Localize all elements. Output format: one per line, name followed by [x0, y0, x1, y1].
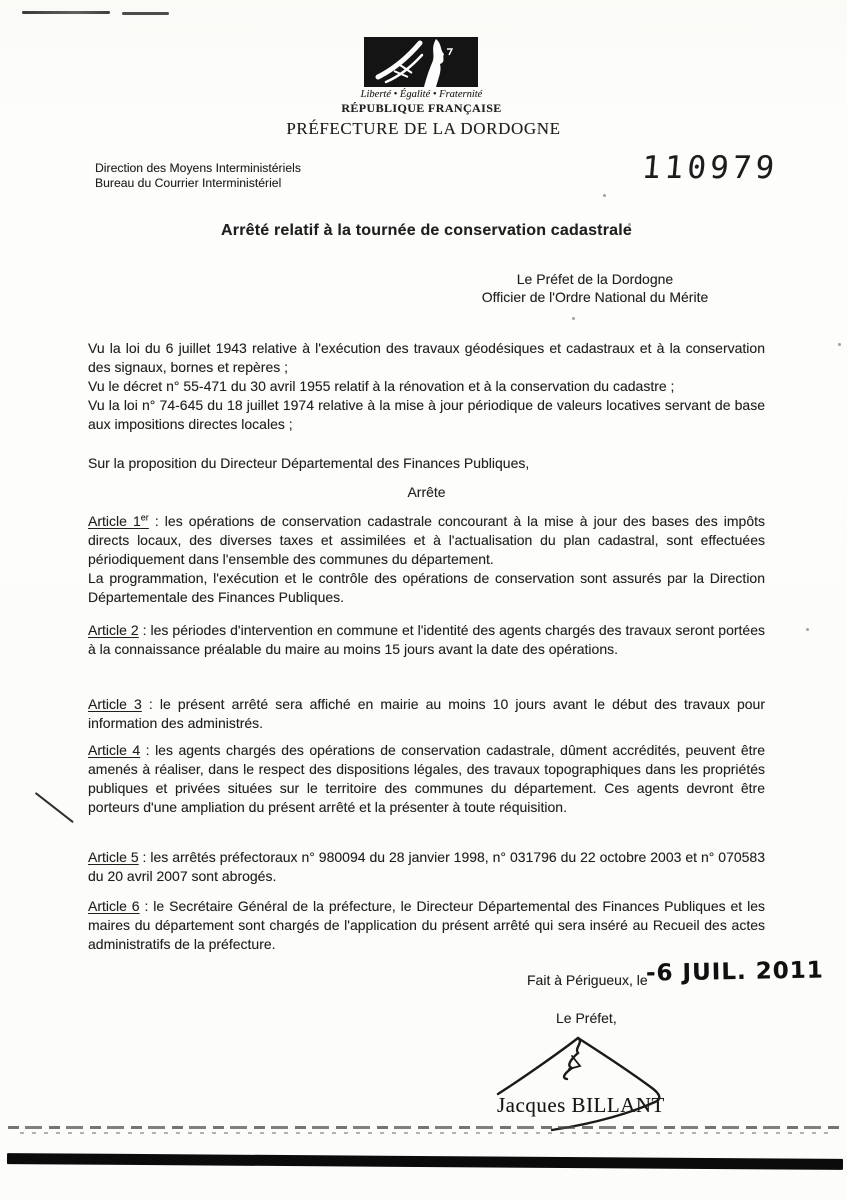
preamble-paragraph: Vu la loi n° 74-645 du 18 juillet 1974 relative à la mise à jour périodique de valeurs locatives servant de base aux impositions directes locales ;	[88, 397, 765, 432]
article-body: : le Secrétaire Général de la préfecture, le Directeur Départemental des Finances Publiques et les maires du département sont chargés de l'application du présent arrêté qui sera inséré au Recueil des actes administratifs de la préfecture.	[88, 898, 765, 952]
article-body: : les opérations de conservation cadastrale concourant à la mise à jour des bases des impôts directs locaux, des diverses taxes et assimilées et à l'actualisation du plan cadastral, sont effectuées périodiquement dans l'ensemble des communes du département.	[88, 513, 765, 567]
scan-noise-line	[20, 1132, 830, 1134]
article-paragraph	[88, 741, 765, 817]
article-paragraph	[88, 897, 765, 954]
article-1	[88, 512, 765, 607]
signatory-name: Jacques BILLANT	[497, 1093, 665, 1117]
preamble-paragraph: Vu le décret n° 55-471 du 30 avril 1955 relatif à la rénovation et à la conservation du cadastre ;	[88, 378, 675, 394]
handwritten-signature	[468, 1026, 688, 1136]
article-body: : les arrêtés préfectoraux n° 980094 du 28 janvier 1998, n° 031796 du 22 octobre 2003 et n° 070583 du 20 avril 2007 sont abrogés.	[88, 849, 765, 884]
scan-speck	[603, 194, 606, 197]
enacting-word: Arrête	[407, 484, 446, 500]
preamble-paragraph: Vu la loi du 6 juillet 1943 relative à l'exécution des travaux géodésiques et cadastraux et à la conservation des signaux, bornes et repères ;	[88, 340, 765, 375]
registry-number: 110979	[640, 150, 780, 186]
scan-speck	[572, 317, 575, 320]
service-line: Bureau du Courrier Interministériel	[95, 176, 282, 190]
article-paragraph	[88, 512, 765, 569]
article-body: : les périodes d'intervention en commune et l'identité des agents chargés des travaux seront portées à la connaissance préalable du maire au moins 15 jours avant la date des opérations.	[88, 622, 765, 657]
scan-artifact-line	[22, 11, 110, 14]
service-block	[95, 161, 301, 191]
scan-black-bar	[7, 1153, 843, 1170]
authority-line: Le Préfet de la Dordogne	[516, 271, 674, 287]
scan-speck	[838, 343, 841, 346]
article-3	[88, 695, 765, 733]
pen-mark	[35, 792, 74, 823]
document-title: Arrêté relatif à la tournée de conservation cadastrale	[221, 222, 632, 239]
article-label: Article 5	[88, 849, 139, 865]
scan-noise-line	[8, 1126, 839, 1129]
article-5	[88, 848, 765, 886]
article-label: Article 6	[88, 898, 140, 914]
article-6	[88, 897, 765, 954]
article-4	[88, 741, 765, 817]
motto-text: Liberté • Égalité • Fraternité	[360, 89, 483, 100]
prefecture-title: PRÉFECTURE DE LA DORDOGNE	[286, 119, 561, 138]
article-body: : le présent arrêté sera affiché en mairie au moins 10 jours avant le début des travaux pour information des administrés.	[88, 696, 765, 731]
signatory-title: Le Préfet,	[556, 1010, 617, 1026]
authority-block	[430, 270, 760, 306]
place-date-label: Fait à Périgueux, le	[527, 972, 648, 988]
article-label: Article 2	[88, 622, 139, 638]
article-body: : les agents chargés des opérations de conservation cadastrale, dûment accrédités, peuvent être amenés à réaliser, dans le respect des dispositions légales, des travaux topographiques dans les propriétés publiques et privées situées sur le territoire des communes du département. Ces agents devront être porteurs d'une ampliation du présent arrêté et la présenter à toute réquisition.	[88, 742, 765, 815]
article-label: Article 1er	[88, 512, 149, 529]
article-label: Article 3	[88, 696, 142, 712]
republique-francaise-logo-icon	[364, 37, 478, 87]
service-line: Direction des Moyens Interministériels	[95, 161, 301, 175]
authority-line: Officier de l'Ordre National du Mérite	[481, 289, 709, 305]
date-stamp: -6 JUIL. 2011	[645, 957, 824, 987]
proposition-line: Sur la proposition du Directeur Départemental des Finances Publiques,	[88, 455, 530, 471]
republic-name: RÉPUBLIQUE FRANÇAISE	[341, 101, 502, 115]
article-paragraph	[88, 848, 765, 886]
article-label: Article 4	[88, 742, 141, 758]
article-paragraph: La programmation, l'exécution et le contrôle des opérations de conservation sont assurés par la Direction Départementale des Finances Publiques.	[88, 570, 765, 605]
preamble	[88, 339, 765, 434]
scan-speck	[806, 628, 809, 631]
article-paragraph	[88, 695, 765, 733]
scan-artifact-line	[122, 12, 169, 15]
article-2	[88, 621, 765, 659]
article-paragraph	[88, 621, 765, 659]
